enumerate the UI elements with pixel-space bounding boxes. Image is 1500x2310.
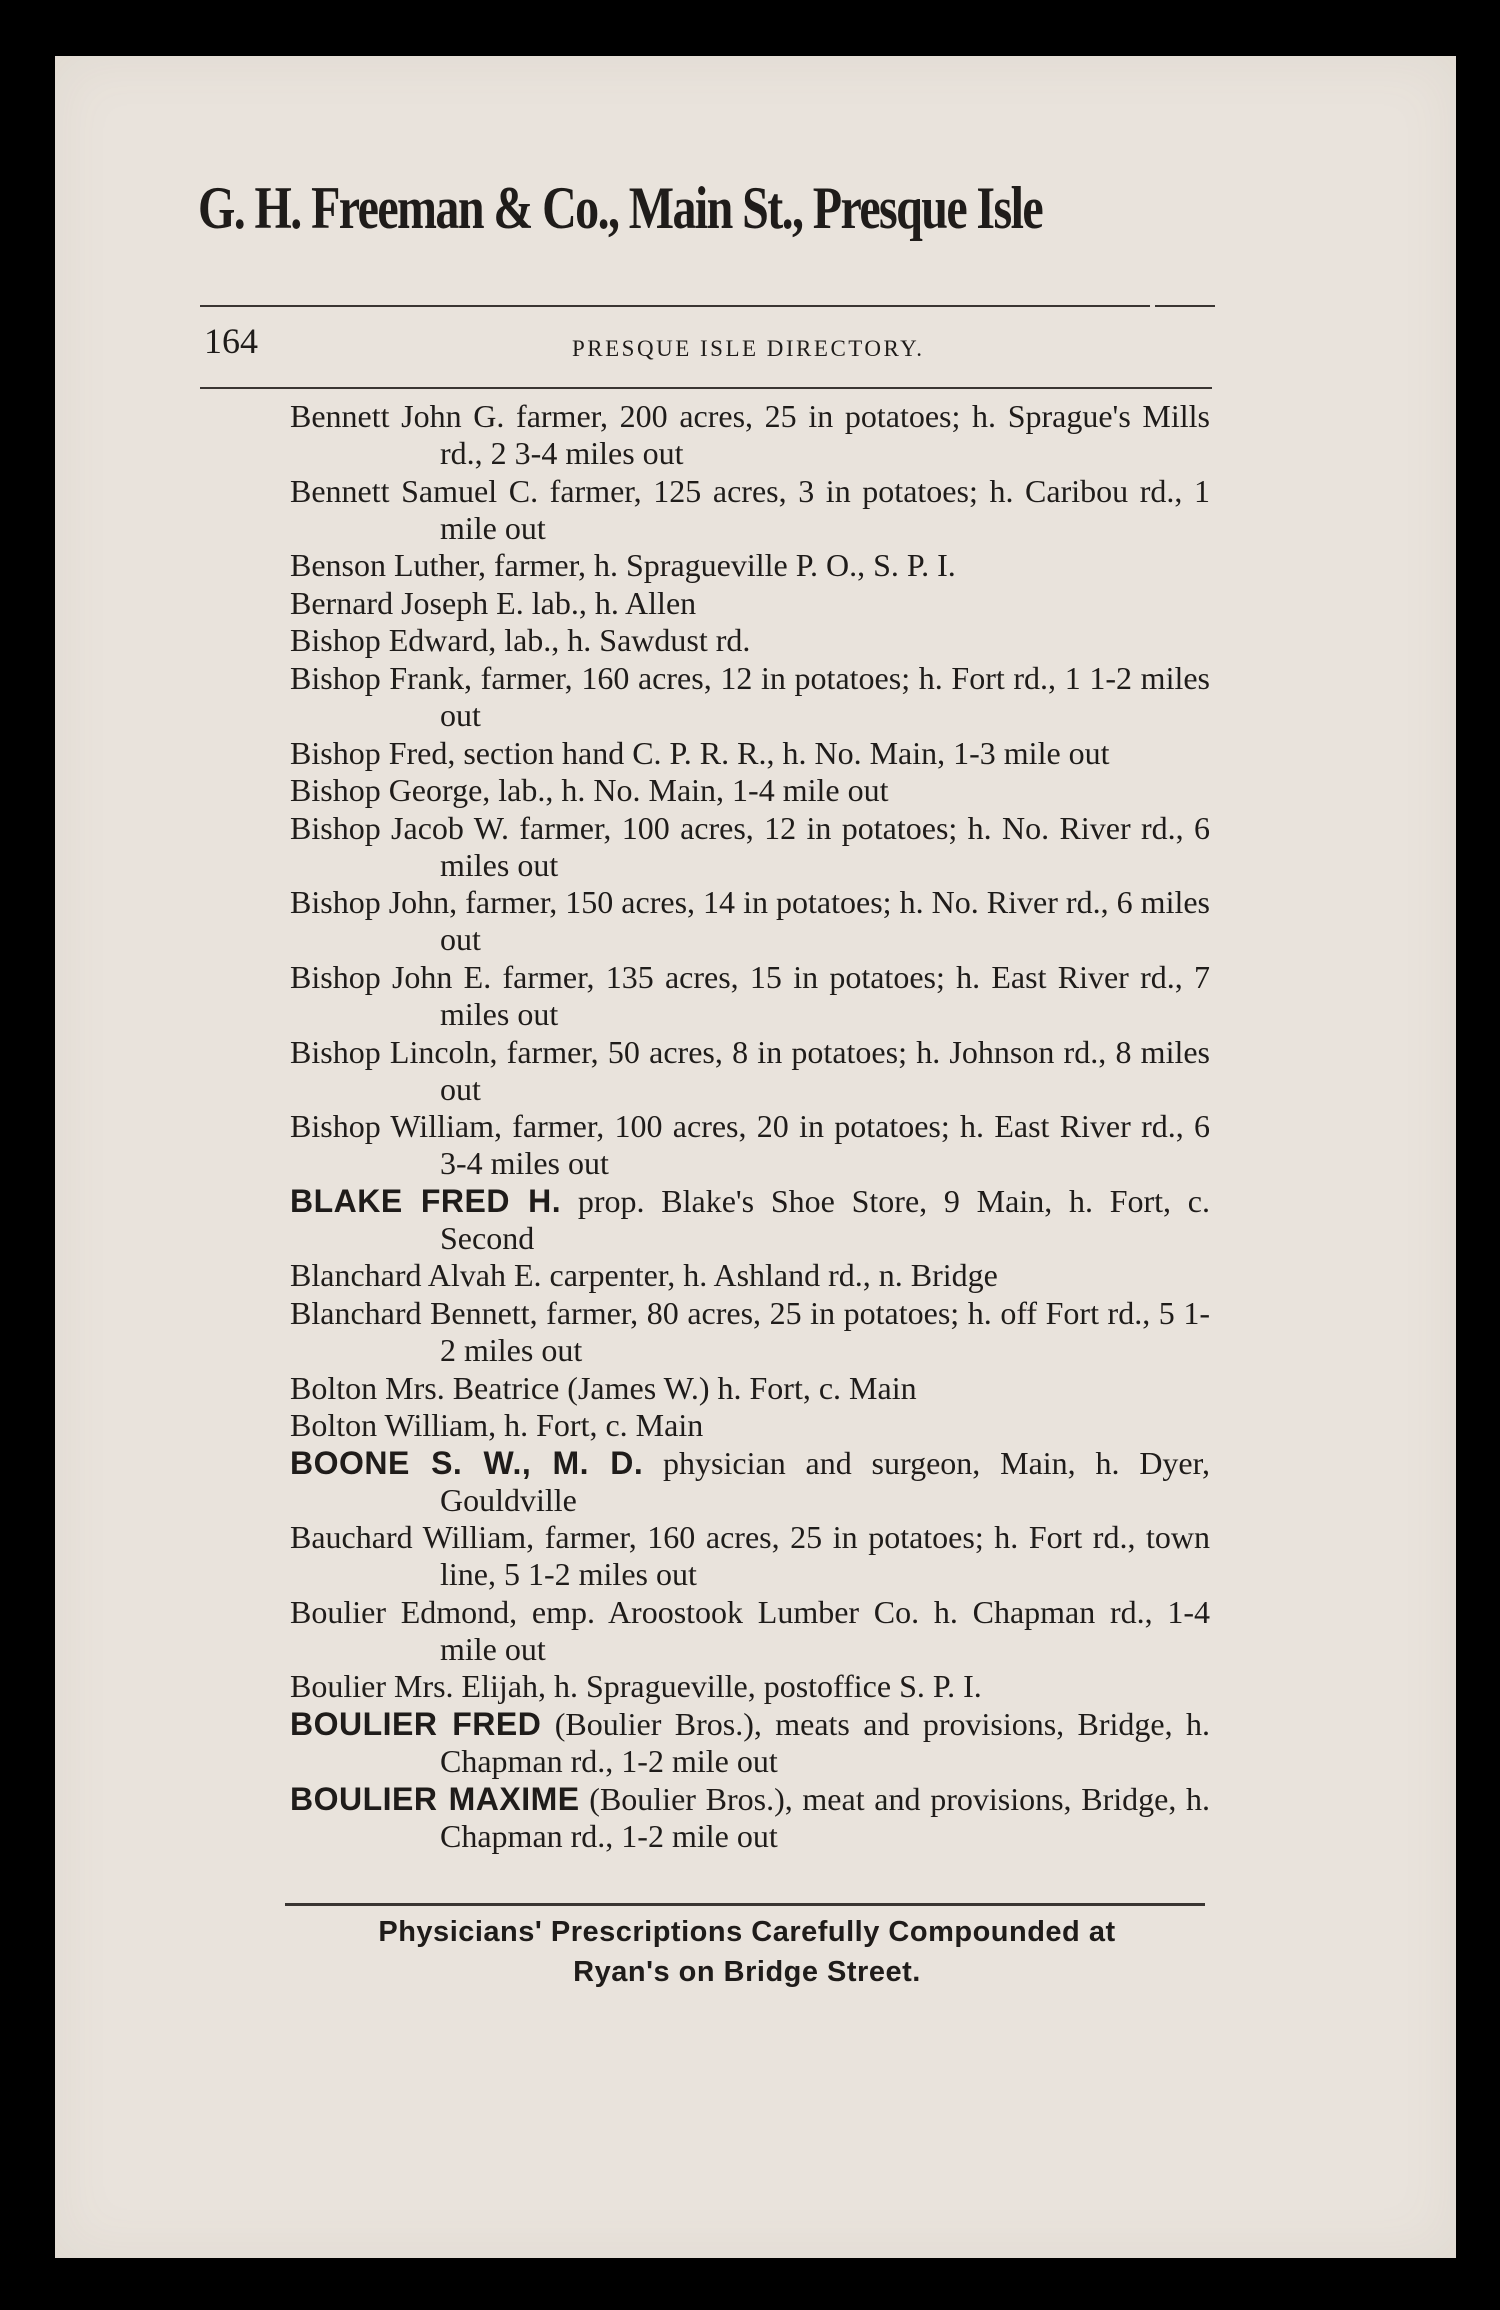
entry-name: Bolton Mrs. Beatrice xyxy=(290,1369,560,1406)
entry-name: Bishop George, xyxy=(290,772,491,809)
entry-details: lab., h. Sawdust rd. xyxy=(496,622,751,659)
entry-name: Bishop John E. xyxy=(290,958,492,995)
entry-details: emp. Aroostook Lumber Co. h. Chapman rd., 1-4 mile out xyxy=(440,1593,1211,1667)
entry-details: farmer, h. Spragueville P. O., S. P. I. xyxy=(486,547,956,584)
entry-details: farmer, 125 acres, 3 in potatoes; h. Caribou rd., 1 mile out xyxy=(440,472,1211,546)
directory-entry xyxy=(290,1257,1210,1294)
directory-entry xyxy=(290,1183,1210,1257)
footer-rule xyxy=(285,1903,1205,1906)
entry-details: physician and surgeon, Main, h. Dyer, Gouldville xyxy=(440,1444,1210,1518)
entry-name: Benson Luther, xyxy=(290,547,487,584)
entry-name: Bolton William, xyxy=(290,1407,497,1444)
directory-entry xyxy=(290,772,1210,809)
directory-entry xyxy=(290,1295,1210,1369)
directory-entry xyxy=(290,1519,1210,1593)
directory-entry xyxy=(290,1370,1210,1407)
entry-name: Boulier Edmond, xyxy=(290,1593,518,1630)
directory-entry xyxy=(290,735,1210,772)
directory-entry xyxy=(290,473,1210,547)
entry-details: farmer, 80 acres, 25 in potatoes; h. off Fort rd., 5 1-2 miles out xyxy=(440,1294,1211,1368)
directory-entry xyxy=(290,1108,1210,1182)
directory-entry xyxy=(290,810,1210,884)
entry-details: section hand C. P. R. R., h. No. Main, 1-3 mile out xyxy=(455,734,1110,771)
directory-entry xyxy=(290,622,1210,659)
entry-details: lab., h. No. Main, 1-4 mile out xyxy=(490,772,889,809)
header-rule-left xyxy=(200,305,1150,307)
entry-name: Bishop Edward, xyxy=(290,622,497,659)
entry-details: farmer, 160 acres, 12 in potatoes; h. Fort rd., 1 1-2 miles out xyxy=(440,659,1211,733)
entry-details: h. Fort, c. Main xyxy=(496,1407,704,1444)
entry-name: Bernard Joseph E. xyxy=(290,584,524,621)
entry-name: Bennett John G. xyxy=(290,398,505,434)
page-number: 164 xyxy=(204,321,258,361)
directory-entry xyxy=(290,398,1210,472)
entry-name: BLAKE FRED H. xyxy=(290,1182,562,1219)
directory-entry xyxy=(290,1668,1210,1705)
running-title: PRESQUE ISLE DIRECTORY. xyxy=(572,336,925,361)
entry-details: (Boulier Bros.), meat and provisions, Bridge, h. Chapman rd., 1-2 mile out xyxy=(440,1780,1211,1854)
pharmacy-advertisement xyxy=(282,1912,1212,1992)
entry-details: farmer, 135 acres, 15 in potatoes; h. East River rd., 7 miles out xyxy=(440,958,1211,1032)
advertisement-line-1: Physicians' Prescriptions Carefully Compounded at xyxy=(378,1916,1116,1948)
entry-details: (Boulier Bros.), meats and provisions, Bridge, h. Chapman rd., 1-2 mile out xyxy=(440,1706,1211,1780)
entry-name: Blanchard Alvah E. xyxy=(290,1257,542,1294)
entry-name: BOULIER MAXIME xyxy=(290,1780,580,1817)
header-rule-right xyxy=(1155,305,1215,307)
directory-entry xyxy=(290,660,1210,734)
entry-name: Boulier Mrs. Elijah, xyxy=(290,1668,546,1705)
entry-details: farmer, 100 acres, 20 in potatoes; h. East River rd., 6 3-4 miles out xyxy=(440,1108,1211,1182)
entry-details: lab., h. Allen xyxy=(523,584,697,621)
entry-details: (James W.) h. Fort, c. Main xyxy=(559,1369,917,1406)
entry-name: Blanchard Bennett, xyxy=(290,1294,538,1331)
directory-entries xyxy=(290,398,1210,1855)
entry-details: farmer, 100 acres, 12 in potatoes; h. No. River rd., 6 miles out xyxy=(440,809,1211,883)
running-head-rule xyxy=(200,387,1212,389)
entry-details: carpenter, h. Ashland rd., n. Bridge xyxy=(541,1257,998,1294)
entry-name: Bishop Jacob W. xyxy=(290,809,509,846)
entry-name: Bauchard William, xyxy=(290,1519,535,1556)
directory-entry xyxy=(290,1445,1210,1519)
entry-details: h. Spragueville, postoffice S. P. I. xyxy=(545,1668,982,1705)
entry-name: Bishop Fred, xyxy=(290,734,456,771)
entry-name: BOONE S. W., M. D. xyxy=(290,1444,644,1481)
entry-details: farmer, 160 acres, 25 in potatoes; h. Fort rd., town line, 5 1-2 miles out xyxy=(440,1519,1211,1593)
entry-name: Bishop Frank, xyxy=(290,659,473,696)
directory-entry xyxy=(290,1407,1210,1444)
advertiser-header: G. H. Freeman & Co., Main St., Presque Isle xyxy=(198,175,1043,241)
entry-name: Bishop John, xyxy=(290,884,458,921)
directory-entry xyxy=(290,1706,1210,1780)
entry-name: BOULIER FRED xyxy=(290,1706,542,1743)
entry-details: farmer, 200 acres, 25 in potatoes; h. Sprague's Mills rd., 2 3-4 miles out xyxy=(440,398,1211,471)
advertisement-line-2: Ryan's on Bridge Street. xyxy=(573,1956,921,1988)
entry-name: Bishop William, xyxy=(290,1108,502,1145)
directory-entry xyxy=(290,1034,1210,1108)
entry-details: farmer, 50 acres, 8 in potatoes; h. Johnson rd., 8 miles out xyxy=(440,1033,1211,1107)
directory-entry xyxy=(290,884,1210,958)
directory-entry xyxy=(290,547,1210,584)
directory-entry xyxy=(290,959,1210,1033)
entry-details: farmer, 150 acres, 14 in potatoes; h. No. River rd., 6 miles out xyxy=(440,884,1211,958)
entry-name: Bennett Samuel C. xyxy=(290,472,539,509)
directory-entry xyxy=(290,1594,1210,1668)
directory-entry xyxy=(290,1781,1210,1855)
entry-name: Bishop Lincoln, xyxy=(290,1033,498,1070)
directory-entry xyxy=(290,585,1210,622)
entry-details: prop. Blake's Shoe Store, 9 Main, h. Fort, c. Second xyxy=(440,1182,1211,1256)
